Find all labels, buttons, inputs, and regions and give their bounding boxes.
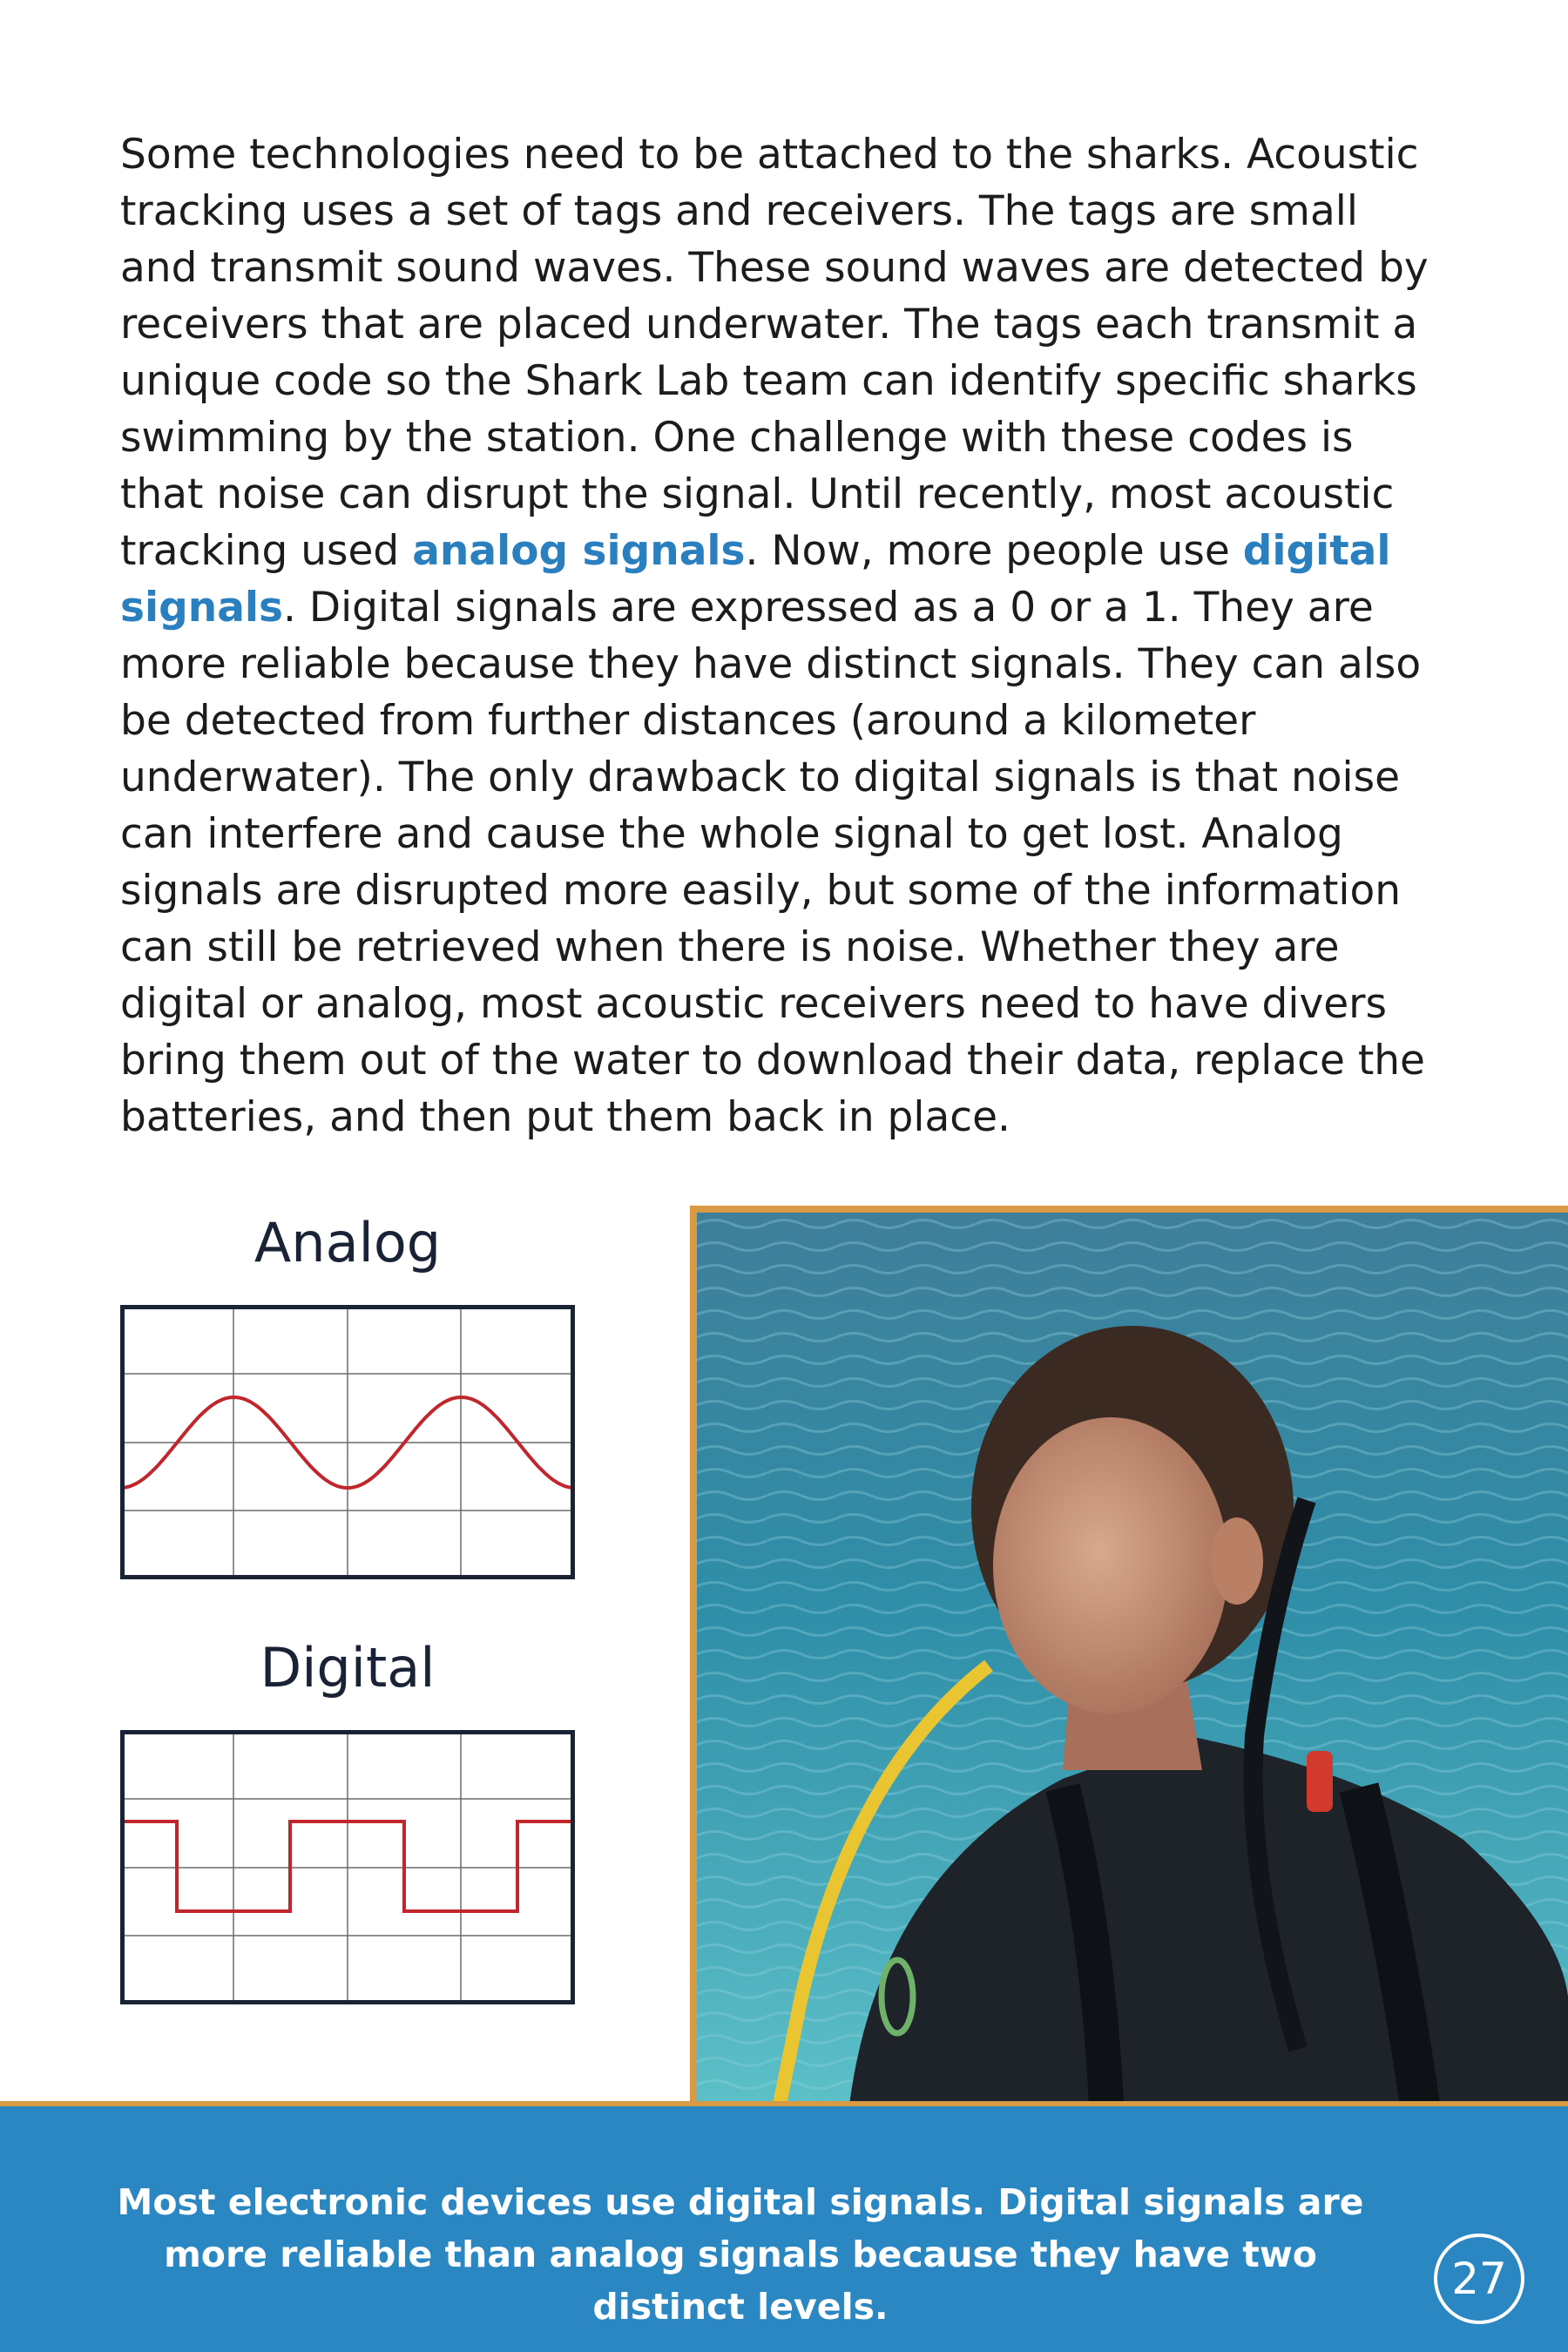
diver-photo — [690, 1206, 1568, 2105]
term-digital-signals: digital signals — [120, 527, 1391, 632]
page-number-badge: 27 — [1434, 2234, 1524, 2324]
body-paragraph — [120, 126, 1444, 1146]
body-text-part-1: Some technologies need to be attached to the sharks. Acoustic tracking uses a set of tags and receivers. The tags are small and transmit sound waves. These sound waves are detected by receivers that are placed underwater. The tags each transmit a unique code so the Shark Lab team can identify specific sharks swimming by the station. One challenge with these codes is that noise can disrupt the signal. Until recently, most acoustic tracking used — [120, 131, 1429, 575]
digital-diagram-title: Digital — [260, 1636, 436, 1700]
whistle — [1307, 1751, 1333, 1812]
digital-oscilloscope-diagram — [120, 1730, 575, 2004]
face — [993, 1417, 1228, 1713]
caption-band — [0, 2101, 1568, 2352]
analog-diagram-title: Analog — [253, 1211, 442, 1274]
body-text-part-2: . Now, more people use — [745, 527, 1243, 575]
body-text-part-3: . Digital signals are expressed as a 0 or a 1. They are more reliable because they have distinct signals. They can also be detected from further distances (around a kilometer underwater). The only drawback to digital signals is that noise can interfere and cause the whole signal to get lost. Analog signals are disrupted more easily, but some of the information can still be retrieved when there is noise. Whether they are digital or analog, most acoustic receivers need to have divers bring them out of the water to download their data, replace the batteries, and then put them back in place. — [120, 584, 1425, 1141]
analog-oscilloscope-diagram — [120, 1305, 575, 1579]
analog-grid-lines — [120, 1305, 575, 1579]
photo-caption: Most electronic devices use digital signals. Digital signals are more reliable than analog signals because they have two distinct levels. — [117, 2181, 1364, 2328]
digital-grid-lines — [120, 1730, 575, 2004]
term-analog-signals: analog signals — [412, 527, 746, 575]
